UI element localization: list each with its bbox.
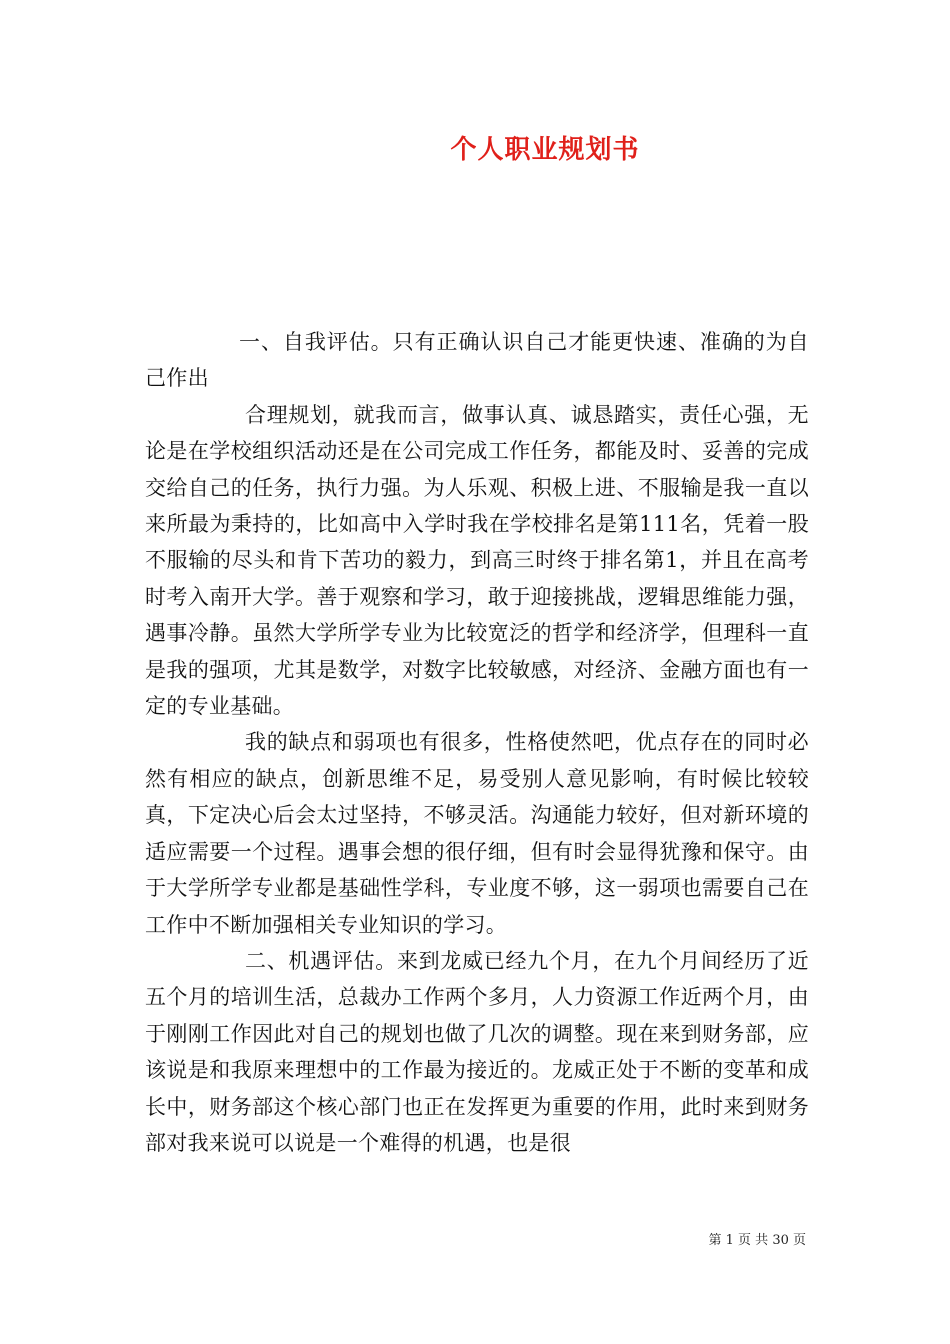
document-body <box>145 324 809 1161</box>
page-number-footer: 第 1 页 共 30 页 <box>708 1233 806 1248</box>
paragraph-self-assessment-intro: 一、自我评估。只有正确认识自己才能更快速、准确的为自己作出 <box>145 330 809 391</box>
document-title: 个人职业规划书 <box>450 135 640 165</box>
paragraph-weaknesses: 我的缺点和弱项也有很多，性格使然吧，优点存在的同时必然有相应的缺点，创新思维不足，易受别人意见影响，有时候比较较真，下定决心后会太过坚持，不够灵活。沟通能力较好，但对新环境的适应需要一个过程。遇事会想的很仔细，但有时会显得犹豫和保守。由于大学所学专业都是基础性学科，专业度不够，这一弱项也需要自己在工作中不断加强相关专业知识的学习。 <box>145 730 809 937</box>
paragraph-strengths: 合理规划，就我而言，做事认真、诚恳踏实，责任心强，无论是在学校组织活动还是在公司完成工作任务，都能及时、妥善的完成交给自己的任务，执行力强。为人乐观、积极上进、不服输是我一直以来所最为秉持的，比如高中入学时我在学校排名是第111名，凭着一股不服输的尽头和肯下苦功的毅力，到高三时终于排名第1，并且在高考时考入南开大学。善于观察和学习，敢于迎接挑战，逻辑思维能力强，遇事冷静。虽然大学所学专业为比较宽泛的哲学和经济学，但理科一直是我的强项，尤其是数学，对数字比较敏感，对经济、金融方面也有一定的专业基础。 <box>145 402 809 719</box>
paragraph-opportunity-assessment: 二、机遇评估。来到龙威已经九个月，在九个月间经历了近五个月的培训生活，总裁办工作两个多月，人力资源工作近两个月，由于刚刚工作因此对自己的规划也做了几次的调整。现在来到财务部，应该说是和我原来理想中的工作最为接近的。龙威正处于不断的变革和成长中，财务部这个核心部门也正在发挥更为重要的作用，此时来到财务部对我来说可以说是一个难得的机遇，也是很 <box>145 948 809 1155</box>
